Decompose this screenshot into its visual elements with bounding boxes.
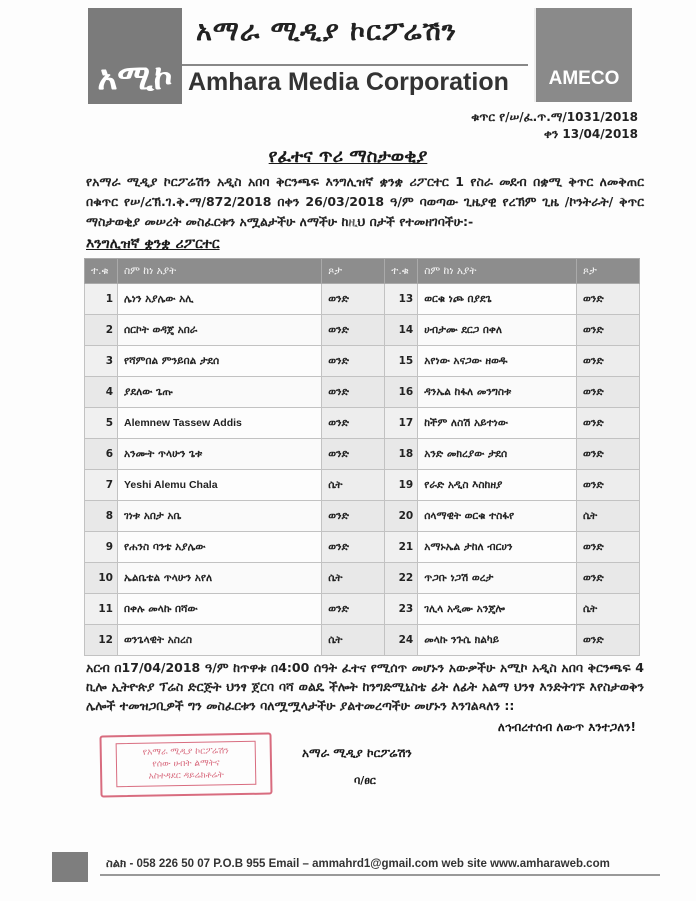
row-sex: ወንድ: [322, 315, 385, 346]
row-number: 6: [85, 439, 118, 470]
row-sex: ወንድ: [577, 284, 640, 315]
header-divider: [182, 64, 528, 66]
row-sex: ሴት: [577, 501, 640, 532]
candidates-table: [84, 258, 640, 656]
stamp-line: የሰው ሀብት ልማትና: [152, 758, 220, 770]
row-number: 17: [385, 408, 418, 439]
row-name: ገነቱ አበታ አቤ: [118, 501, 322, 532]
table-row: [85, 377, 640, 408]
row-sex: ወንድ: [577, 470, 640, 501]
org-name-english: Amhara Media Corporation: [188, 68, 509, 96]
table-row: [85, 470, 640, 501]
header-name: ስም ከነ አያት: [418, 259, 577, 284]
row-sex: ወንድ: [577, 625, 640, 656]
row-name: የሻምበል ምንይበል ታደሰ: [118, 346, 322, 377]
reference-number: ቁጥር የ/ሠ/ፈ.ጥ.ማ/1031/2018: [471, 110, 638, 124]
row-name: ከችም ለስሽ አይተነው: [418, 408, 577, 439]
footer-divider: [100, 874, 660, 876]
row-sex: ወንድ: [322, 377, 385, 408]
row-number: 14: [385, 315, 418, 346]
table-row: [85, 439, 640, 470]
row-name: Yeshi Alemu Chala: [118, 470, 322, 501]
stamp-line: የአማራ ሚዲያ ኮርፖሬሽን: [142, 746, 229, 758]
header-no: ተ.ቁ: [85, 259, 118, 284]
row-sex: ወንድ: [577, 439, 640, 470]
row-name: መላኩ ንጉሴ ክልካይ: [418, 625, 577, 656]
table-row: [85, 625, 640, 656]
amico-logo: አሚኮ: [88, 8, 182, 104]
row-number: 15: [385, 346, 418, 377]
row-name: የሐንስ ባንቴ አያሌው: [118, 532, 322, 563]
signer-title: ባ/ፀር: [354, 774, 376, 787]
row-name: አንድ መክረያው ታደሰ: [418, 439, 577, 470]
row-sex: ሴት: [322, 625, 385, 656]
header-sex: ጾታ: [577, 259, 640, 284]
row-sex: ወንድ: [577, 563, 640, 594]
row-sex: ወንድ: [322, 594, 385, 625]
row-name: አማኑኤል ታከለ ብርሀን: [418, 532, 577, 563]
row-number: 3: [85, 346, 118, 377]
header-no: ተ.ቁ: [385, 259, 418, 284]
table-row: [85, 346, 640, 377]
row-number: 22: [385, 563, 418, 594]
row-name: ገሊላ አዲሙ አንጄሎ: [418, 594, 577, 625]
row-name: Alemnew Tassew Addis: [118, 408, 322, 439]
row-name: ወንጌላዊት አስረስ: [118, 625, 322, 656]
row-number: 2: [85, 315, 118, 346]
row-sex: ሴት: [577, 594, 640, 625]
row-number: 1: [85, 284, 118, 315]
row-number: 13: [385, 284, 418, 315]
row-number: 7: [85, 470, 118, 501]
row-sex: ወንድ: [577, 408, 640, 439]
row-number: 16: [385, 377, 418, 408]
row-name: ሰላማዊት ወርቁ ተስፋየ: [418, 501, 577, 532]
row-name: አየነው አናጋው ዘወዱ: [418, 346, 577, 377]
row-number: 4: [85, 377, 118, 408]
row-number: 24: [385, 625, 418, 656]
section-title: እንግሊዝኛ ቋንቋ ሪፖርተር: [86, 236, 220, 252]
table-header-row: [85, 259, 640, 284]
footer-logo-block: [52, 852, 88, 882]
page-title: የፈተና ጥሪ ማስታወቂያ: [268, 146, 428, 167]
row-sex: ወንድ: [322, 439, 385, 470]
row-number: 23: [385, 594, 418, 625]
row-name: ወርቁ ነጮ በያደጌ: [418, 284, 577, 315]
row-name: ዳንኤል ከፋለ መንግስቱ: [418, 377, 577, 408]
exam-notice: አርብ በ17/04/2018 ዓ/ም ከጥዋቱ በ4:00 ሰዓት ፈተና የሚሰጥ መሆኑን አውቃችሁ አሚኮ አዲስ አበባ ቅርንጫፍ 4 ኪሎ ኢትዮጵያ ፕሬስ ድርጅት ህንፃ ጀርባ ባሻ ወልዴ ችሎት ከንግድሚኒስቴ ፊት ለፊት አልማ ህንፃ እንድትገኙ እየስታወቅን ሌሎች ተመዝጋቢዎች ግን መስፈርቱን ባለሟሟላታችሁ ያልተመረጣችሁ መሆኑን እንገልጻለን ::: [86, 660, 644, 713]
row-sex: ወንድ: [322, 284, 385, 315]
org-name-amharic: አማራ ሚዲያ ኮርፖሬሽን: [196, 16, 457, 47]
row-number: 21: [385, 532, 418, 563]
header-sex: ጾታ: [322, 259, 385, 284]
row-name: የራድ አዲስ እስከዘያ: [418, 470, 577, 501]
row-name: ያደለው ጌጡ: [118, 377, 322, 408]
row-sex: ወንድ: [322, 532, 385, 563]
table-row: [85, 594, 640, 625]
row-sex: ወንድ: [577, 532, 640, 563]
table-row: [85, 315, 640, 346]
signer-name: አማራ ሚዲያ ኮርፖሬሽን: [302, 746, 412, 760]
reference-date: ቀን 13/04/2018: [543, 127, 638, 141]
row-number: 9: [85, 532, 118, 563]
contact-info: ስልክ - 058 226 50 07 P.O.B 955 Email – ammahrd1@gmail.com web site www.amharaweb.com: [106, 858, 610, 870]
row-name: አንሙት ጥላሁን ጌቱ: [118, 439, 322, 470]
row-sex: ሴት: [322, 563, 385, 594]
row-sex: ወንድ: [322, 408, 385, 439]
table-row: [85, 532, 640, 563]
row-sex: ወንድ: [577, 346, 640, 377]
ameco-logo: AMECO: [534, 8, 632, 102]
row-number: 5: [85, 408, 118, 439]
row-number: 19: [385, 470, 418, 501]
row-sex: ወንድ: [577, 315, 640, 346]
table-row: [85, 284, 640, 315]
row-number: 18: [385, 439, 418, 470]
row-sex: ሴት: [322, 470, 385, 501]
row-sex: ወንድ: [577, 377, 640, 408]
row-number: 12: [85, 625, 118, 656]
intro-paragraph: የአማራ ሚዲያ ኮርፖሬሽን አዲስ አበባ ቅርንጫፍ እንግሊዝኛ ቋንቋ ሪፖርተር 1 የስራ መደብ በቋሚ ቅጥር ለመቅጠር በቁጥር የሠ/ረኽ.ገ.ቅ.ማ/872/2018 በቀን 26/03/2018 ዓ/ም ባወጣው ጊዜያዊ የረኽም ጊዜ /ኮንትራት/ ቅጥር ማስታወቂያ መሠረት መስፈርቱን አሟልታችሁ ለማችሁ ከዚህ በታች የተመዘገባችሁ:-: [86, 174, 644, 229]
row-name: በቀሉ መላኩ በሻው: [118, 594, 322, 625]
row-name: ጥጋቡ ነጋሽ ወረታ: [418, 563, 577, 594]
table-row: [85, 501, 640, 532]
table-row: [85, 563, 640, 594]
header-name: ስም ከነ አያት: [118, 259, 322, 284]
row-name: ሀብታሙ ደርጋ በቀለ: [418, 315, 577, 346]
table-row: [85, 408, 640, 439]
closing-motto: ለኅብረተሰብ ለውጥ እንተጋለን!: [497, 720, 636, 734]
row-number: 8: [85, 501, 118, 532]
row-number: 10: [85, 563, 118, 594]
row-number: 11: [85, 594, 118, 625]
row-number: 20: [385, 501, 418, 532]
row-sex: ወንድ: [322, 346, 385, 377]
row-name: ሌነን አያሌው አሊ: [118, 284, 322, 315]
stamp-line: አስተዳደር ዳይሬክቶሬት: [148, 770, 224, 782]
row-name: ሰርኮት ወዳጄ አበራ: [118, 315, 322, 346]
row-name: ኤልቤቴል ጥላሁን አየለ: [118, 563, 322, 594]
row-sex: ወንድ: [322, 501, 385, 532]
official-stamp: [99, 733, 272, 798]
